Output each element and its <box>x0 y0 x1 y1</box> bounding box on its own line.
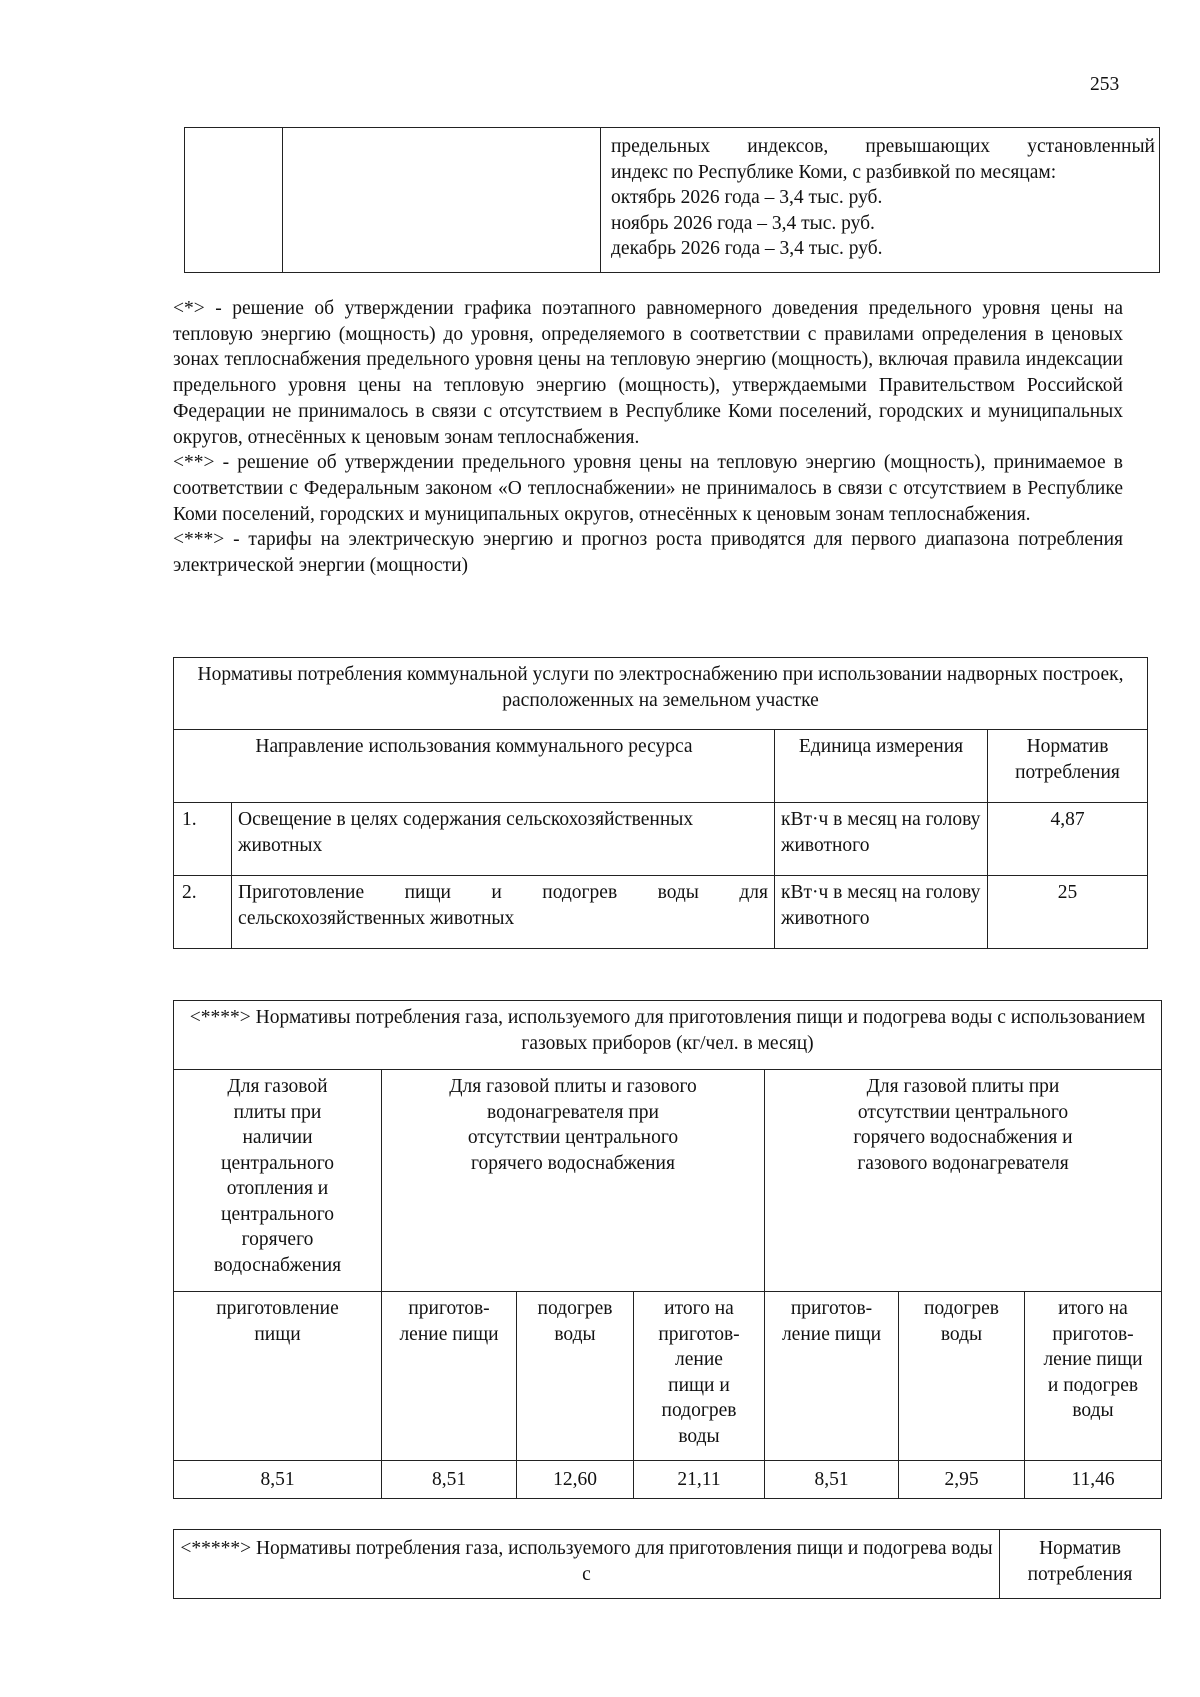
header-unit: Единица измерения <box>775 730 988 803</box>
gas-norms-table-2 <box>173 1529 1161 1599</box>
table-row <box>174 876 1148 949</box>
page-number: 253 <box>1090 74 1120 95</box>
electricity-table-title: Нормативы потребления коммунальной услуги по электроснабжению при использовании надворных построек, расположенных на земельном участке <box>174 658 1148 730</box>
value-cell: 8,51 <box>382 1461 517 1499</box>
gas-table-title: <****> Нормативы потребления газа, используемого для приготовления пищи и подогрева воды с использованием газовых приборов (кг/чел. в месяц) <box>174 1001 1162 1070</box>
sub-header-cooking: приготов-ление пищи <box>382 1292 517 1461</box>
continuation-line: предельных индексов, превышающих установленный <box>611 136 1155 157</box>
continuation-line: ноябрь 2026 года – 3,4 тыс. руб. <box>611 212 875 234</box>
row-unit: кВт·ч в месяц на голову животного <box>775 803 988 876</box>
sub-header-total: итого на приготов-ление пищи и подогрев воды <box>634 1292 765 1461</box>
empty-cell-2 <box>283 128 601 273</box>
row-description: Освещение в целях содержания сельскохозяйственных животных <box>232 803 775 876</box>
header-norm: Норматив потребления <box>988 730 1148 803</box>
row-value: 25 <box>988 876 1148 949</box>
row-number: 2. <box>174 876 232 949</box>
gas-table-2-title: <*****> Нормативы потребления газа, используемого для приготовления пищи и подогрева воды с <box>174 1530 1000 1599</box>
group-header-stove-no-hot-water: Для газовой плиты при отсутствии центрального горячего водоснабжения и газового водонагревателя <box>765 1070 1162 1292</box>
row-value: 4,87 <box>988 803 1148 876</box>
footnotes <box>173 296 1123 579</box>
footnote-1: <*> - решение об утверждении графика поэтапного равномерного доведения предельного уровня цены на тепловую энергию (мощность) до уровня, определяемого в соответствии с правилами определения в ценовых зонах теплоснабжения предельного уровня цены на тепловую энергию (мощность), включая правила индексации предельного уровня цены на тепловую энергию (мощность), утверждаемыми Правительством Российской Федерации не принималось в связи с отсутствием в Республике Коми поселений, городских и муниципальных округов, отнесённых к ценовым зонам теплоснабжения. <box>173 298 1123 448</box>
electricity-norms-table <box>173 657 1148 949</box>
group-header-stove-and-heater: Для газовой плиты и газового водонагревателя при отсутствии центрального горячего водоснабжения <box>382 1070 765 1292</box>
header-norm: Норматив потребления <box>1000 1530 1161 1599</box>
value-cell: 8,51 <box>765 1461 899 1499</box>
row-unit: кВт·ч в месяц на голову животного <box>775 876 988 949</box>
table-row <box>174 1461 1162 1499</box>
sub-header-cooking: приготовление пищи <box>174 1292 382 1461</box>
value-cell: 2,95 <box>899 1461 1025 1499</box>
row-number: 1. <box>174 803 232 876</box>
header-direction: Направление использования коммунального ресурса <box>174 730 775 803</box>
continuation-line: индекс по Республике Коми, с разбивкой по месяцам: <box>611 161 1057 183</box>
continuation-line: декабрь 2026 года – 3,4 тыс. руб. <box>611 238 883 259</box>
continuation-table <box>184 127 1160 273</box>
value-cell: 21,11 <box>634 1461 765 1499</box>
table-row <box>174 803 1148 876</box>
sub-header-water-heating: подогрев воды <box>899 1292 1025 1461</box>
gas-norms-table <box>173 1000 1162 1499</box>
empty-cell-1 <box>185 128 283 273</box>
continuation-line: октябрь 2026 года – 3,4 тыс. руб. <box>611 187 883 208</box>
value-cell: 12,60 <box>517 1461 634 1499</box>
footnote-3: <***> - тарифы на электрическую энергию и прогноз роста приводятся для первого диапазона потребления электрической энергии (мощности) <box>173 529 1123 577</box>
row-description: Приготовление пищи и подогрев воды для сельскохозяйственных животных <box>232 876 775 949</box>
continuation-text <box>601 128 1160 273</box>
value-cell: 8,51 <box>174 1461 382 1499</box>
group-header-central-heating: Для газовой плиты при наличии центрального отопления и центрального горячего водоснабжения <box>174 1070 382 1292</box>
value-cell: 11,46 <box>1025 1461 1162 1499</box>
sub-header-cooking: приготов-ление пищи <box>765 1292 899 1461</box>
footnote-2: <**> - решение об утверждении предельного уровня цены на тепловую энергию (мощность), принимаемое в соответствии с Федеральным законом «О теплоснабжении» не принималось в связи с отсутствием в Республике Коми поселений, городских и муниципальных округов, отнесённых к ценовым зонам теплоснабжения. <box>173 452 1123 525</box>
sub-header-total: итого на приготов-ление пищи и подогрев воды <box>1025 1292 1162 1461</box>
sub-header-water-heating: подогрев воды <box>517 1292 634 1461</box>
